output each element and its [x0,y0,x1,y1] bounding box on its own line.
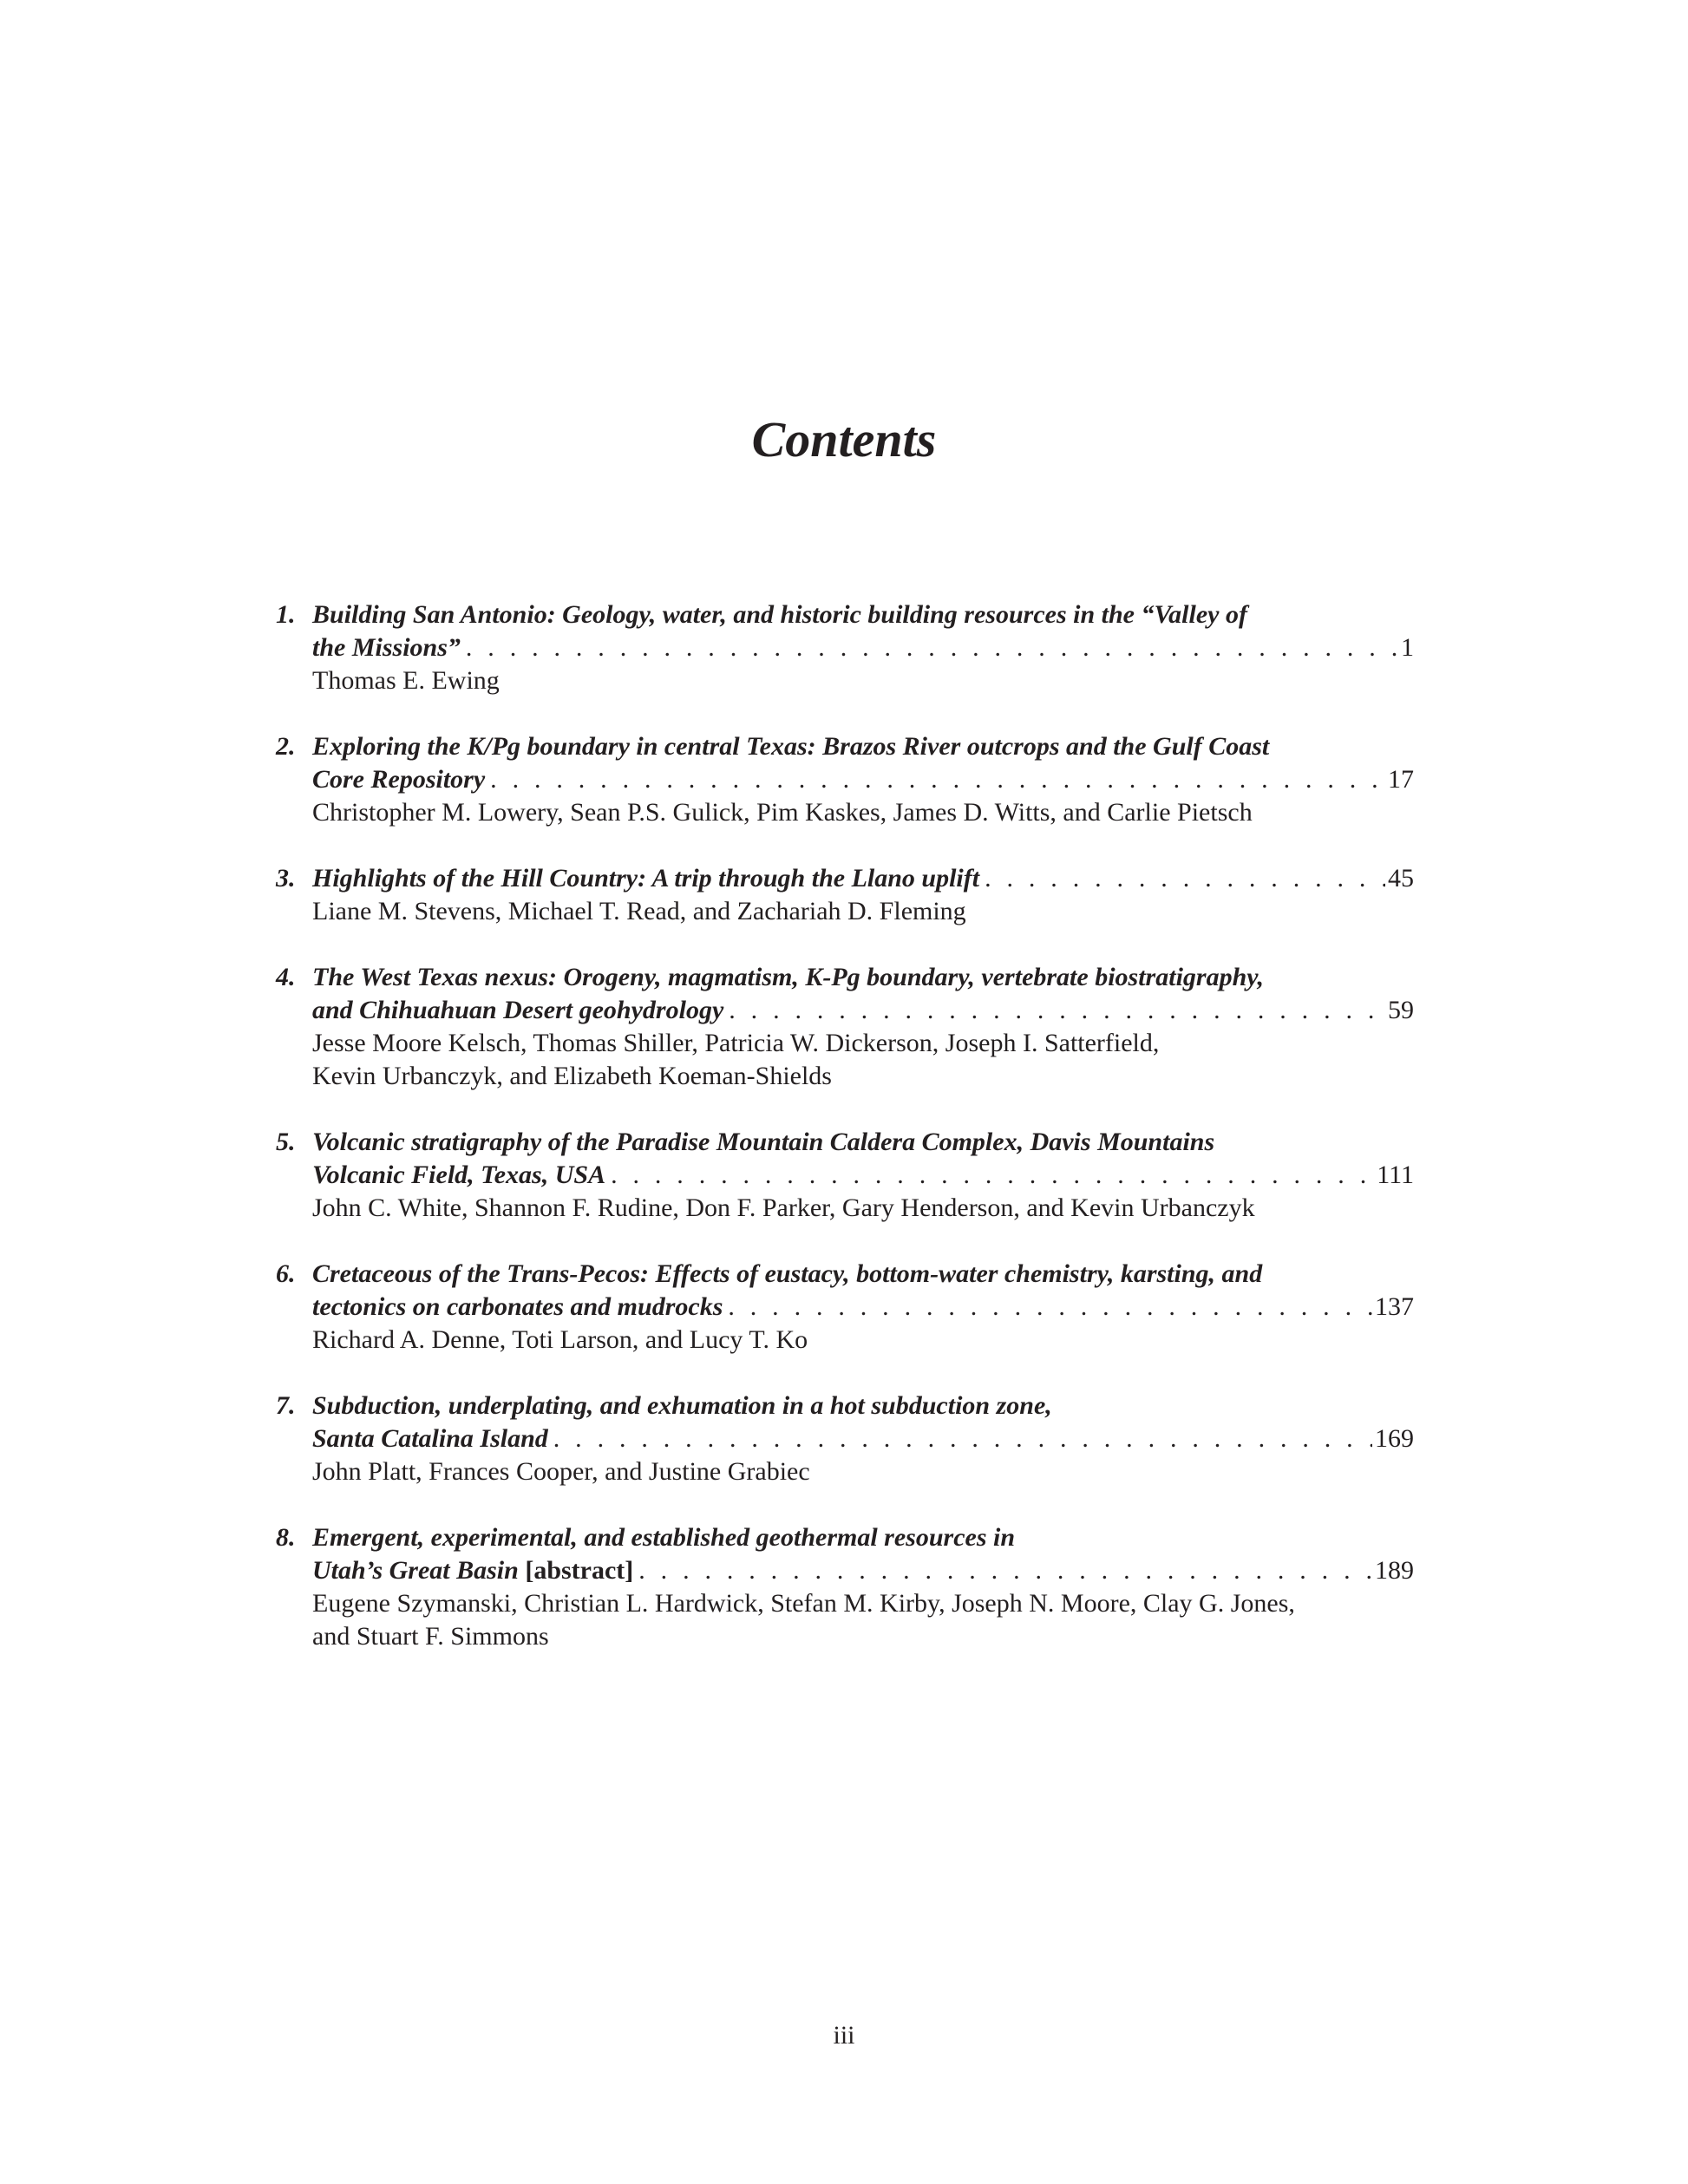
entry-page-number: 169 [1375,1424,1414,1453]
entry-number: 7. [276,1391,296,1420]
entry-title-end: Volcanic Field, Texas, USA [312,1161,606,1189]
entry-title-end: the Missions” [312,633,461,662]
entry-page-number: 59 [1388,996,1414,1024]
toc-entry-6[interactable] [276,1258,1414,1357]
toc-entry-1[interactable] [276,598,1414,697]
dot-leader [638,1554,1372,1587]
toc-entry-5[interactable] [276,1126,1414,1225]
entry-page-number: 17 [1388,765,1414,794]
entry-number: 6. [276,1259,296,1288]
entry-number: 2. [276,732,296,761]
table-of-contents [276,598,1414,1686]
abstract-tag: [abstract] [525,1556,634,1585]
entry-title-last-line [312,994,1414,1027]
dot-leader [729,994,1385,1027]
entry-title-last-line [312,1422,1414,1455]
entry-title-end: and Chihuahuan Desert geohydrology [312,996,724,1024]
toc-entry-4[interactable] [276,961,1414,1093]
toc-entry-3[interactable] [276,862,1414,928]
entry-title-line: Exploring the K/Pg boundary in central Texas: Brazos River outcrops and the Gulf Coast [312,732,1270,761]
entry-authors: Kevin Urbanczyk, and Elizabeth Koeman-Shields [312,1062,832,1090]
entry-authors: Thomas E. Ewing [312,666,500,695]
toc-entry-8[interactable] [276,1521,1414,1653]
page-title: Contents [751,411,937,468]
entry-page-number: 189 [1375,1556,1414,1585]
entry-title-end: Santa Catalina Island [312,1424,548,1453]
entry-title-end [312,1554,633,1587]
entry-number: 4. [276,963,296,991]
entry-page-number: 45 [1388,864,1414,893]
dot-leader [553,1422,1372,1455]
entry-authors: John C. White, Shannon F. Rudine, Don F. Parker, Gary Henderson, and Kevin Urbanczyk [312,1193,1255,1222]
entry-title-last-line [312,1291,1414,1324]
entry-number: 5. [276,1128,296,1156]
entry-title-end: Highlights of the Hill Country: A trip through the Llano uplift [312,864,980,893]
entry-authors: John Platt, Frances Cooper, and Justine Grabiec [312,1457,810,1486]
entry-authors: and Stuart F. Simmons [312,1622,549,1651]
entry-title-line: Subduction, underplating, and exhumation in a hot subduction zone, [312,1391,1052,1420]
toc-entry-2[interactable] [276,730,1414,829]
entry-authors: Eugene Szymanski, Christian L. Hardwick, Stefan M. Kirby, Joseph N. Moore, Clay G. Jones, [312,1589,1295,1618]
page-number-folio: iii [833,2021,855,2050]
dot-leader [985,862,1385,895]
entry-authors: Richard A. Denne, Toti Larson, and Lucy T. Ko [312,1325,808,1354]
toc-entry-7[interactable] [276,1390,1414,1488]
entry-title-last-line [312,631,1414,664]
entry-title-last-line [312,1159,1414,1192]
entry-title-end-text: Utah’s Great Basin [312,1556,519,1585]
entry-title-last-line [312,763,1414,796]
dot-leader [490,763,1385,796]
entry-title-end: tectonics on carbonates and mudrocks [312,1292,723,1321]
entry-page-number: 111 [1377,1161,1414,1189]
entry-page-number: 1 [1401,633,1414,662]
entry-title-last-line [312,1554,1414,1587]
entry-title-line: The West Texas nexus: Orogeny, magmatism, K-Pg boundary, vertebrate biostratigraphy, [312,963,1264,991]
entry-title-line: Cretaceous of the Trans-Pecos: Effects of eustacy, bottom-water chemistry, karsting, and [312,1259,1263,1288]
entry-authors: Jesse Moore Kelsch, Thomas Shiller, Patricia W. Dickerson, Joseph I. Satterfield, [312,1029,1160,1057]
entry-authors: Liane M. Stevens, Michael T. Read, and Zachariah D. Fleming [312,897,966,925]
entry-title-line: Emergent, experimental, and established geothermal resources in [312,1523,1016,1552]
entry-number: 1. [276,600,296,629]
entry-title-line: Building San Antonio: Geology, water, and historic building resources in the “Valley of [312,600,1247,629]
dot-leader [728,1291,1372,1324]
entry-authors: Christopher M. Lowery, Sean P.S. Gulick, Pim Kaskes, James D. Witts, and Carlie Pietsch [312,798,1253,827]
dot-leader [466,631,1398,664]
entry-page-number: 137 [1375,1292,1414,1321]
dot-leader [611,1159,1374,1192]
entry-number: 8. [276,1523,296,1552]
entry-number: 3. [276,864,296,893]
entry-title-end: Core Repository [312,765,486,794]
entry-title-line: Volcanic stratigraphy of the Paradise Mountain Caldera Complex, Davis Mountains [312,1128,1215,1156]
entry-title-last-line [312,862,1414,895]
